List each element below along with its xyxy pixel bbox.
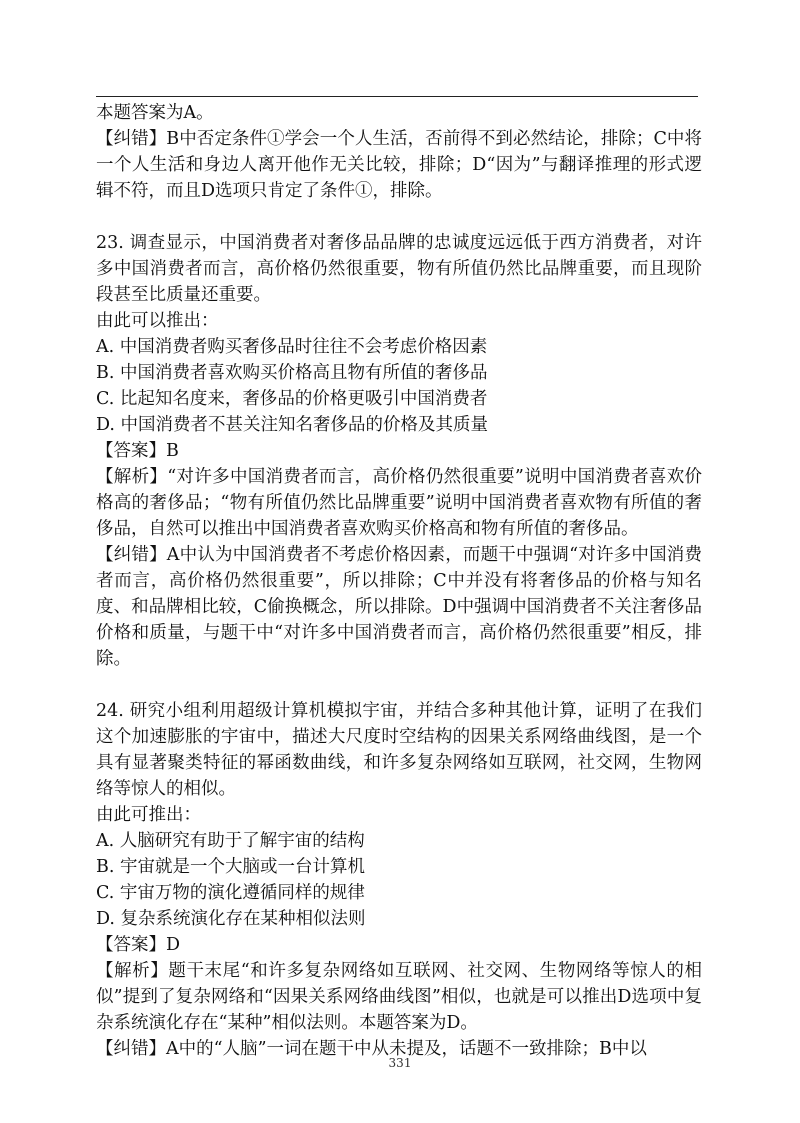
header-rule (96, 96, 698, 97)
question-23-error-analysis: 【纠错】A中认为中国消费者不考虑价格因素，而题干中强调“对许多中国消费者而言，高价格仍然很重要”，所以排除；C中并没有将奢侈品的价格与知名度、和品牌相比较，C偷换概念，所以排除。D中强调中国消费者不关注奢侈品价格和质量，与题干中“对许多中国消费者而言，高价格仍然很重要”相反，排除。 (96, 545, 702, 669)
question-23-option-c: C. 比起知名度来，奢侈品的价格更吸引中国消费者 (96, 389, 488, 409)
question-24-analysis: 【解析】题干末尾“和许多复杂网络如互联网、社交网、生物网络等惊人的相似”提到了复杂网络和“因果关系网络曲线图”相似，也就是可以推出D选项中复杂系统演化存在“某种”相似法则。本题答案为D。 (96, 961, 702, 1033)
question-24-option-a: A. 人脑研究有助于了解宇宙的结构 (96, 831, 365, 851)
question-23-answer: 【答案】B (96, 441, 179, 461)
question-24-answer: 【答案】D (96, 935, 181, 955)
previous-answer-line: 本题答案为A。 (96, 103, 214, 123)
question-23-option-a: A. 中国消费者购买奢侈品时往往不会考虑价格因素 (96, 337, 488, 357)
spacer (96, 204, 702, 230)
page-number: 331 (388, 1056, 412, 1070)
question-24-option-c: C. 宇宙万物的演化遵循同样的规律 (96, 883, 365, 903)
page-content (96, 100, 702, 1062)
question-24-error-analysis: 【纠错】A中的“人脑”一词在题干中从未提及，话题不一致排除；B中以 (96, 1039, 647, 1059)
question-24-prompt: 由此可推出： (96, 805, 201, 825)
question-24-option-b: B. 宇宙就是一个大脑或一台计算机 (96, 857, 365, 877)
question-23-option-d: D. 中国消费者不甚关注知名奢侈品的价格及其质量 (96, 415, 489, 435)
question-23-stem: 23. 调查显示，中国消费者对奢侈品品牌的忠诚度远远低于西方消费者，对许多中国消费者而言，高价格仍然很重要，物有所值仍然比品牌重要，而且现阶段甚至比质量还重要。 (96, 233, 702, 305)
question-24-stem: 24. 研究小组利用超级计算机模拟宇宙，并结合多种其他计算，证明了在我们这个加速膨胀的宇宙中，描述大尺度时空结构的因果关系网络曲线图，是一个具有显著聚类特征的幂函数曲线，和许多复杂网络如互联网，社交网，生物网络等惊人的相似。 (96, 701, 702, 799)
spacer (96, 672, 702, 698)
question-23-analysis: 【解析】“对许多中国消费者而言，高价格仍然很重要”说明中国消费者喜欢价格高的奢侈品；“物有所值仍然比品牌重要”说明中国消费者喜欢物有所值的奢侈品，自然可以推出中国消费者喜欢购买价格高和物有所值的奢侈品。 (96, 467, 702, 539)
question-24-option-d: D. 复杂系统演化存在某种相似法则 (96, 909, 366, 929)
question-23-prompt: 由此可以推出： (96, 311, 219, 331)
previous-error-analysis: 【纠错】B中否定条件①学会一个人生活，否前得不到必然结论，排除；C中将一个人生活和身边人离开他作无关比较，排除；D“因为”与翻译推理的形式逻辑不符，而且D选项只肯定了条件①，排除。 (96, 129, 702, 201)
question-23-option-b: B. 中国消费者喜欢购买价格高且物有所值的奢侈品 (96, 363, 488, 383)
